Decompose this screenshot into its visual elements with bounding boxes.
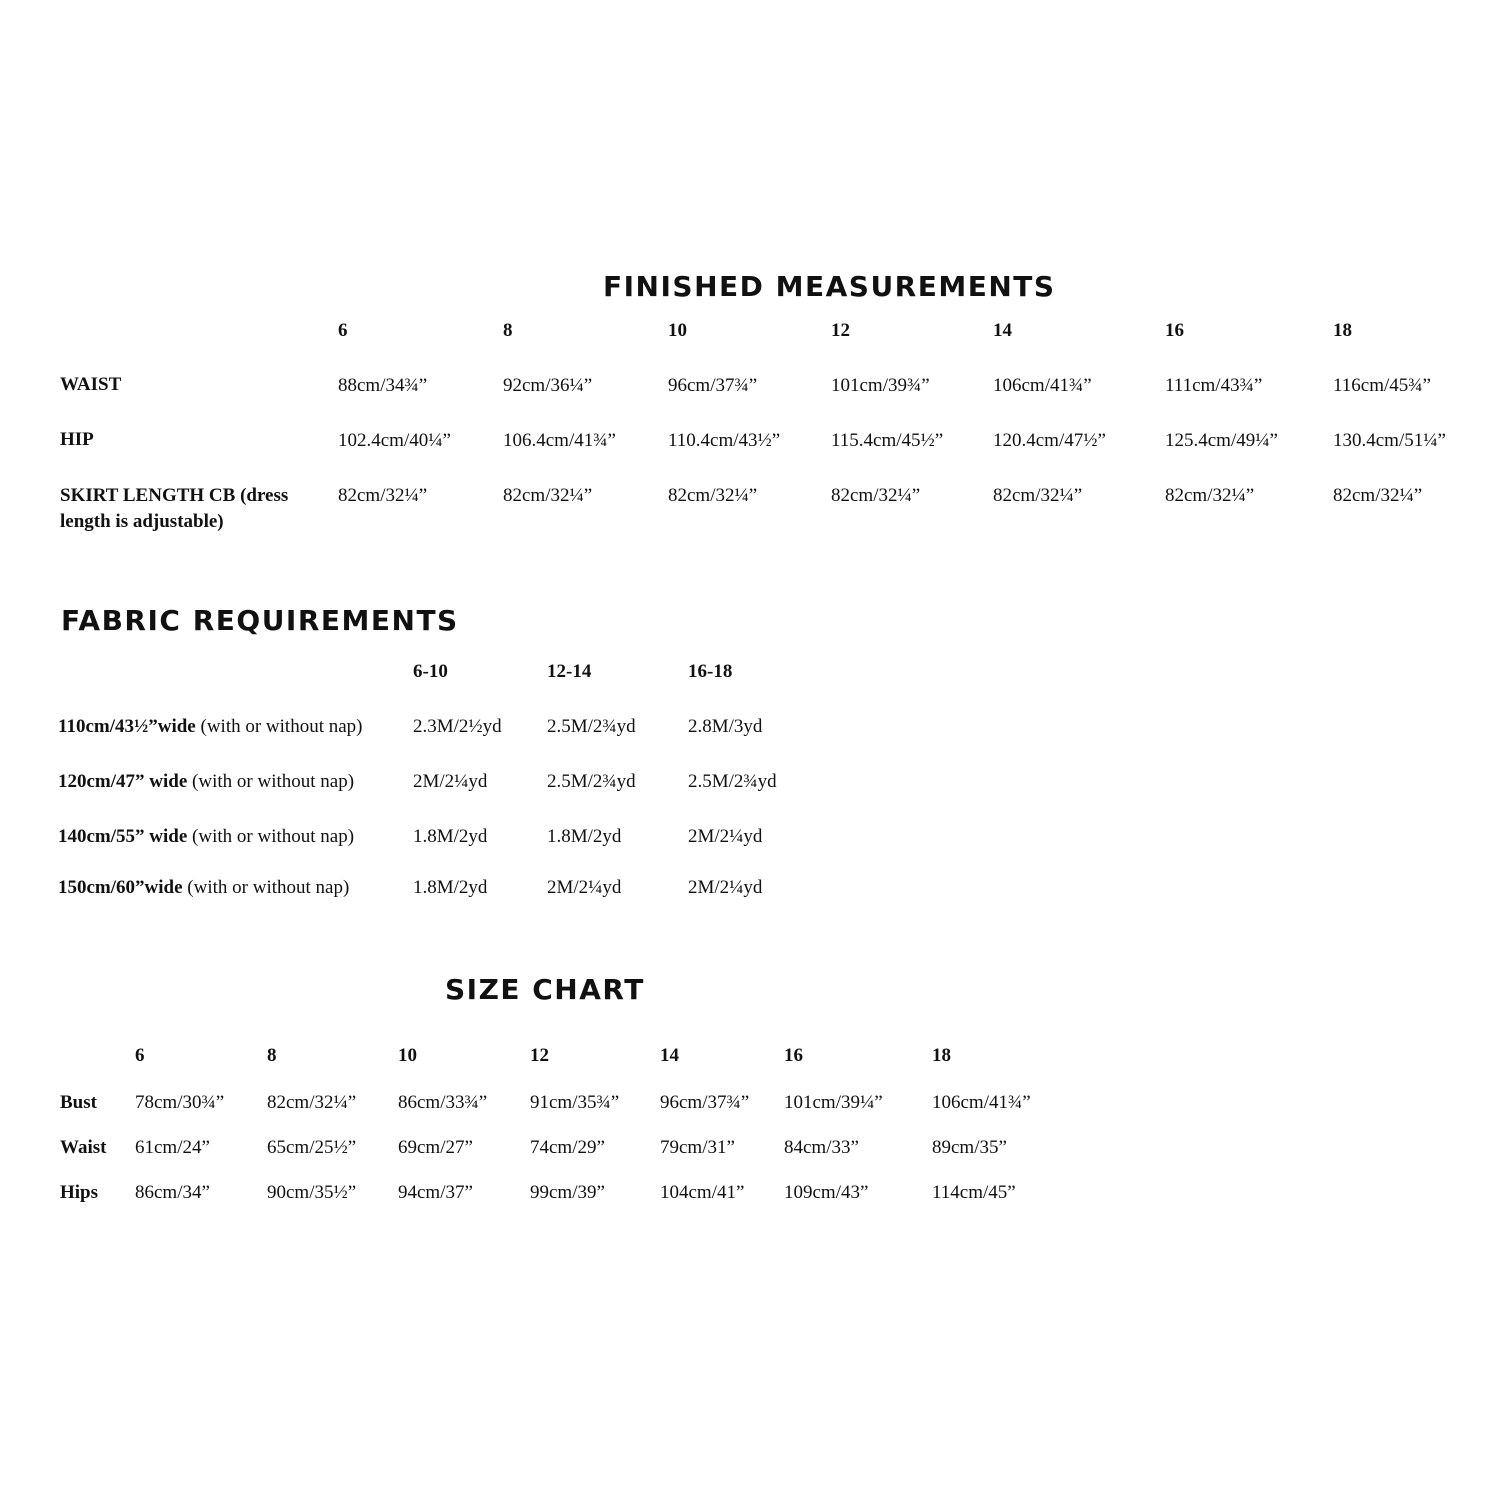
measurement-cell: 115.4cm/45½” xyxy=(831,430,944,451)
fabric-width-label xyxy=(58,769,354,795)
measurement-cell: 106.4cm/41¾” xyxy=(503,430,616,451)
size-cell: 101cm/39¼” xyxy=(784,1092,883,1113)
fabric-width: 150cm/60”wide xyxy=(58,877,183,898)
size-cell: 84cm/33” xyxy=(784,1137,859,1158)
size-header: 12 xyxy=(530,1045,549,1066)
measurement-cell: 106cm/41¾” xyxy=(993,375,1092,396)
measurement-cell: 130.4cm/51¼” xyxy=(1333,430,1446,451)
size-header: 6 xyxy=(338,320,348,341)
size-cell: 74cm/29” xyxy=(530,1137,605,1158)
row-label-skirt-length: SKIRT LENGTH CB (dress length is adjustable) xyxy=(60,485,289,532)
size-cell: 79cm/31” xyxy=(660,1137,735,1158)
fabric-nap-note: (with or without nap) xyxy=(187,826,355,847)
size-range-header: 12-14 xyxy=(547,661,592,682)
fabric-amount-cell: 2M/2¼yd xyxy=(688,826,763,847)
fabric-amount-cell: 2.5M/2¾yd xyxy=(688,771,777,792)
measurement-cell: 120.4cm/47½” xyxy=(993,430,1106,451)
size-cell: 106cm/41¾” xyxy=(932,1092,1031,1113)
fabric-width-label xyxy=(58,714,363,740)
fabric-width: 120cm/47” wide xyxy=(58,771,188,792)
size-header: 10 xyxy=(398,1045,417,1066)
size-header: 10 xyxy=(668,320,687,341)
measurement-cell: 82cm/32¼” xyxy=(668,485,758,506)
fabric-requirements-title: FABRIC REQUIREMENTS xyxy=(61,604,459,637)
size-range-header: 16-18 xyxy=(688,661,733,682)
row-label-waist: Waist xyxy=(60,1137,107,1158)
size-cell: 65cm/25½” xyxy=(267,1137,357,1158)
fabric-amount-cell: 2M/2¼yd xyxy=(688,877,763,898)
size-header: 6 xyxy=(135,1045,145,1066)
row-label-waist: WAIST xyxy=(60,374,122,395)
size-header: 14 xyxy=(660,1045,679,1066)
fabric-amount-cell: 2M/2¼yd xyxy=(547,877,622,898)
size-cell: 99cm/39” xyxy=(530,1182,605,1203)
size-cell: 89cm/35” xyxy=(932,1137,1007,1158)
size-range-header: 6-10 xyxy=(413,661,448,682)
size-header: 18 xyxy=(932,1045,951,1066)
size-cell: 109cm/43” xyxy=(784,1182,869,1203)
size-cell: 104cm/41” xyxy=(660,1182,745,1203)
fabric-width-label xyxy=(58,875,349,901)
size-cell: 114cm/45” xyxy=(932,1182,1016,1203)
size-header: 12 xyxy=(831,320,850,341)
fabric-amount-cell: 2.5M/2¾yd xyxy=(547,771,636,792)
measurement-cell: 82cm/32¼” xyxy=(1333,485,1423,506)
size-cell: 94cm/37” xyxy=(398,1182,473,1203)
size-cell: 82cm/32¼” xyxy=(267,1092,357,1113)
size-cell: 90cm/35½” xyxy=(267,1182,357,1203)
fabric-amount-cell: 1.8M/2yd xyxy=(413,826,488,847)
fabric-nap-note: (with or without nap) xyxy=(187,771,355,792)
size-cell: 69cm/27” xyxy=(398,1137,473,1158)
measurement-cell: 111cm/43¾” xyxy=(1165,375,1263,396)
measurement-cell: 82cm/32¼” xyxy=(993,485,1083,506)
size-cell: 86cm/33¾” xyxy=(398,1092,488,1113)
fabric-amount-cell: 2.8M/3yd xyxy=(688,716,763,737)
measurement-cell: 110.4cm/43½” xyxy=(668,430,781,451)
fabric-amount-cell: 2.5M/2¾yd xyxy=(547,716,636,737)
fabric-width-label xyxy=(58,824,354,850)
size-cell: 78cm/30¾” xyxy=(135,1092,225,1113)
size-header: 18 xyxy=(1333,320,1352,341)
fabric-amount-cell: 2M/2¼yd xyxy=(413,771,488,792)
row-label-bust: Bust xyxy=(60,1092,97,1113)
measurement-cell: 96cm/37¾” xyxy=(668,375,758,396)
measurement-cell: 88cm/34¾” xyxy=(338,375,428,396)
size-chart-title: SIZE CHART xyxy=(445,973,645,1006)
measurement-cell: 116cm/45¾” xyxy=(1333,375,1431,396)
size-cell: 91cm/35¾” xyxy=(530,1092,620,1113)
row-label-hips: Hips xyxy=(60,1182,99,1203)
measurement-cell: 92cm/36¼” xyxy=(503,375,593,396)
fabric-width: 110cm/43½”wide xyxy=(58,716,196,737)
size-cell: 61cm/24” xyxy=(135,1137,210,1158)
measurement-cell: 82cm/32¼” xyxy=(831,485,921,506)
size-header: 14 xyxy=(993,320,1012,341)
size-cell: 96cm/37¾” xyxy=(660,1092,750,1113)
measurement-cell: 101cm/39¾” xyxy=(831,375,930,396)
fabric-amount-cell: 2.3M/2½yd xyxy=(413,716,502,737)
measurement-cell: 82cm/32¼” xyxy=(338,485,428,506)
measurement-cell: 102.4cm/40¼” xyxy=(338,430,451,451)
fabric-nap-note: (with or without nap) xyxy=(182,877,350,898)
measurement-cell: 125.4cm/49¼” xyxy=(1165,430,1278,451)
size-header: 8 xyxy=(503,320,513,341)
fabric-amount-cell: 1.8M/2yd xyxy=(547,826,622,847)
fabric-nap-note: (with or without nap) xyxy=(195,716,363,737)
measurement-cell: 82cm/32¼” xyxy=(503,485,593,506)
fabric-amount-cell: 1.8M/2yd xyxy=(413,877,488,898)
finished-measurements-title: FINISHED MEASUREMENTS xyxy=(603,270,1056,303)
size-header: 16 xyxy=(1165,320,1184,341)
row-label-hip: HIP xyxy=(60,429,94,450)
fabric-width: 140cm/55” wide xyxy=(58,826,188,847)
size-cell: 86cm/34” xyxy=(135,1182,210,1203)
measurement-cell: 82cm/32¼” xyxy=(1165,485,1255,506)
size-header: 8 xyxy=(267,1045,277,1066)
size-header: 16 xyxy=(784,1045,803,1066)
